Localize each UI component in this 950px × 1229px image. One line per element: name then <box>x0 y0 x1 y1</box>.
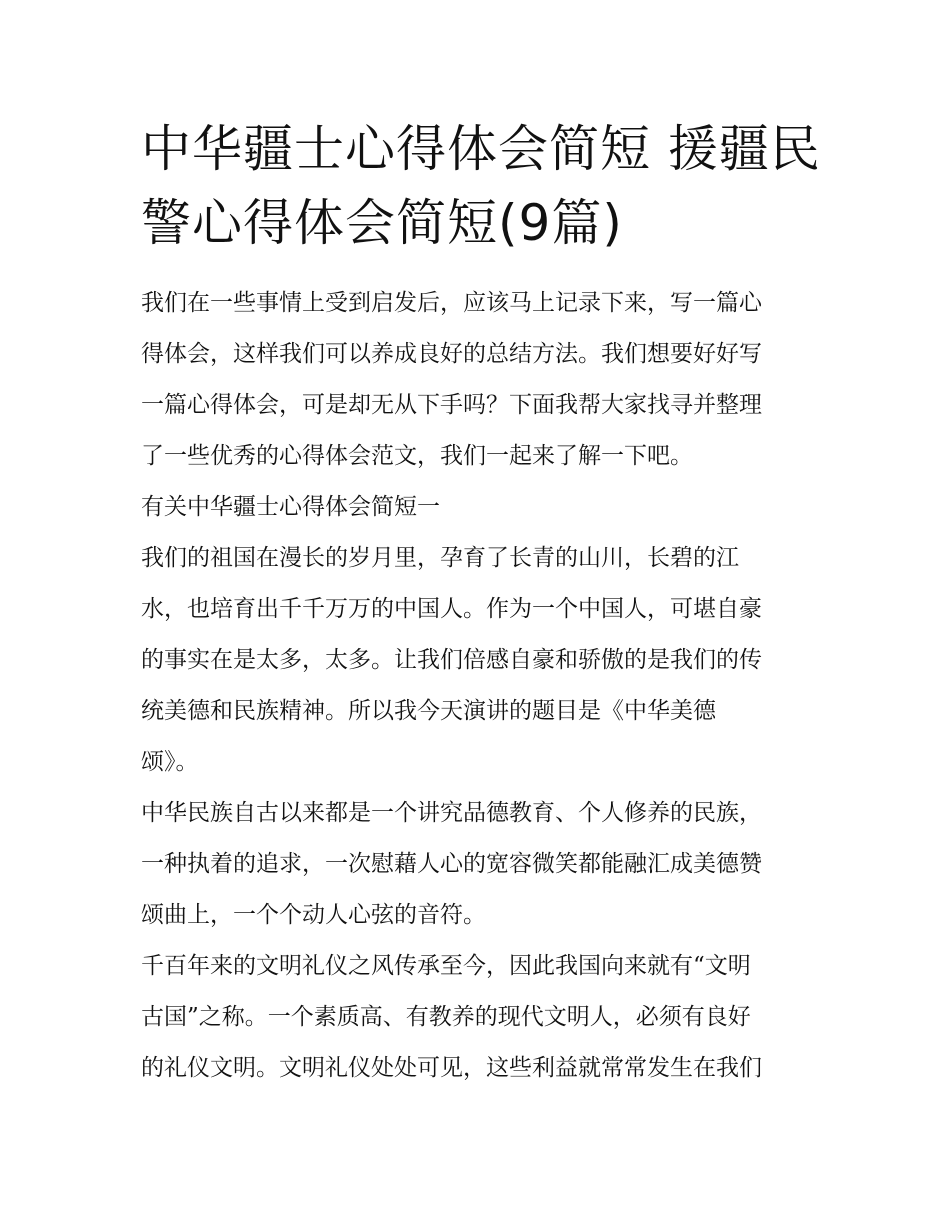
text-line: 颂》。 <box>141 749 199 775</box>
text-line: 古国”之称。一个素质高、有教养的现代文明人，必须有良好 <box>141 1004 751 1030</box>
document-content <box>141 112 821 1094</box>
section-heading <box>141 482 813 533</box>
title-line: 中华疆士心得体会简短 援疆民 <box>141 120 821 178</box>
text-line: 水，也培育出千千万万的中国人。作为一个中国人，可堪自豪 <box>141 596 762 622</box>
document-body <box>141 278 813 1094</box>
text-line: 的礼仪文明。文明礼仪处处可见，这些利益就常常发生在我们 <box>141 1055 762 1081</box>
text-line: 一篇心得体会，可是却无从下手吗？下面我帮大家找寻并整理 <box>141 392 762 418</box>
document-title <box>141 112 821 260</box>
body-paragraph <box>141 788 813 941</box>
section-heading-text: 有关中华疆士心得体会简短一 <box>141 494 440 520</box>
text-line: 得体会，这样我们可以养成良好的总结方法。我们想要好好写 <box>141 341 762 367</box>
title-line: 警心得体会简短(9篇) <box>141 194 623 252</box>
text-line: 中华民族自古以来都是一个讲究品德教育、个人修养的民族， <box>141 800 762 826</box>
text-line: 的事实在是太多，太多。让我们倍感自豪和骄傲的是我们的传 <box>141 647 762 673</box>
text-line: 千百年来的文明礼仪之风传承至今，因此我国向来就有“文明 <box>141 953 751 979</box>
body-paragraph <box>141 533 813 788</box>
text-line: 一种执着的追求，一次慰藉人心的宽容微笑都能融汇成美德赞 <box>141 851 762 877</box>
text-line: 我们的祖国在漫长的岁月里，孕育了长青的山川，长碧的江 <box>141 545 739 571</box>
text-line: 了一些优秀的心得体会范文，我们一起来了解一下吧。 <box>141 443 693 469</box>
text-line: 我们在一些事情上受到启发后，应该马上记录下来，写一篇心 <box>141 290 762 316</box>
text-line: 统美德和民族精神。所以我今天演讲的题目是《中华美德 <box>141 698 716 724</box>
text-line: 颂曲上，一个个动人心弦的音符。 <box>141 902 486 928</box>
body-paragraph <box>141 941 813 1094</box>
intro-paragraph <box>141 278 813 482</box>
